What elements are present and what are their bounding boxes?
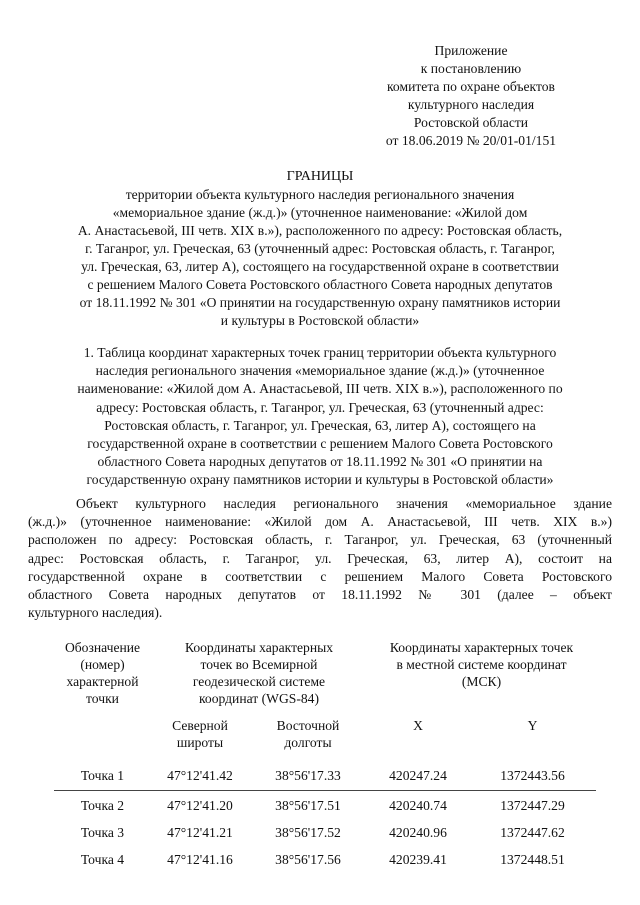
header-text: Северной xyxy=(172,718,228,733)
x-cell: 420240.96 xyxy=(389,825,447,840)
section-heading xyxy=(30,344,610,490)
y-cell: 1372447.29 xyxy=(500,798,565,813)
header-east-longitude xyxy=(249,707,367,763)
section-line: 1. Таблица координат характерных точек границ территории объекта культурного xyxy=(83,345,557,360)
header-text: в местной системе координат xyxy=(396,657,567,672)
header-text: Координаты характерных точек xyxy=(389,640,574,655)
y-cell: 1372447.62 xyxy=(500,825,565,840)
section-line: Ростовская область, г. Таганрог, ул. Греческая, 63, литер А), состоящего на xyxy=(104,417,536,433)
section-line: государственной охране в соответствии с решением Малого Совета Ростовского xyxy=(87,436,553,452)
header-north-latitude xyxy=(151,707,249,763)
appendix-line: к постановлению xyxy=(420,61,522,76)
header-text: точек во Всемирной xyxy=(200,657,318,672)
table-row xyxy=(54,818,596,845)
paragraph-line: Объект культурного наследия регионального значения «мемориальное здание xyxy=(76,496,612,511)
header-text: (номер) xyxy=(80,657,125,672)
table-row xyxy=(54,763,596,791)
header-text: Обозначение xyxy=(64,640,141,655)
appendix-line: от 18.06.2019 № 20/01-01/151 xyxy=(385,133,557,148)
section-line: государственную охрану памятников истории и культуры в Ростовской области» xyxy=(86,472,554,488)
title-line: территории объекта культурного наследия регионального значения xyxy=(125,187,515,202)
section-line: адресу: Ростовская область, г. Таганрог, ул. Греческая, 63 (уточненный адрес: xyxy=(96,399,544,415)
paragraph-line: культурного наследия). xyxy=(28,605,163,621)
point-label: Точка 1 xyxy=(54,763,151,791)
point-label: Точка 4 xyxy=(80,852,125,867)
longitude-cell: 38°56'17.51 xyxy=(275,798,341,813)
document-title xyxy=(30,168,610,330)
header-text: координат (WGS-84) xyxy=(199,691,319,706)
paragraph-line: областного Совета народных депутатов от 18.11.1992 № 301 (далее – объект xyxy=(28,587,612,603)
title-line: г. Таганрог, ул. Греческая, 63 (уточненный адрес: Ростовская область, г. Таганрог, xyxy=(85,241,555,256)
header-text: (МСК) xyxy=(461,674,502,689)
section-line: наследия регионального значения «мемориальное здание (ж.д.)» (уточненное xyxy=(95,363,545,379)
header-wgs84 xyxy=(151,633,367,707)
x-cell: 420239.41 xyxy=(389,852,447,867)
appendix-block xyxy=(356,42,586,150)
appendix-line: Ростовской области xyxy=(413,115,529,130)
paragraph-line: государственной охране в соответствии с решением Малого Совета Ростовского xyxy=(28,568,612,584)
point-label: Точка 3 xyxy=(80,825,125,840)
body-paragraph xyxy=(28,495,612,622)
paragraph-line: расположен по адресу: Ростовская область, г. Таганрог, ул. Греческая, 63 (уточненный xyxy=(28,532,612,548)
header-x: X xyxy=(413,718,423,733)
appendix-line: Приложение xyxy=(434,43,508,58)
header-text: долготы xyxy=(284,735,332,750)
table-row xyxy=(54,845,596,872)
x-cell: 420240.74 xyxy=(389,798,447,813)
paragraph-line: адрес: Ростовская область, г. Таганрог, ул. Греческая, 63, литер А), состоит на xyxy=(28,550,612,566)
latitude-cell: 47°12'41.42 xyxy=(151,763,249,791)
title-line: с решением Малого Совета Ростовского областного Совета народных депутатов xyxy=(87,277,553,292)
title-line: от 18.11.1992 № 301 «О принятии на государственную охрану памятников истории xyxy=(79,295,561,310)
appendix-line: комитета по охране объектов xyxy=(387,79,555,94)
header-text: геодезической системе xyxy=(192,674,326,689)
header-text: Восточной xyxy=(276,718,340,733)
appendix-line: культурного наследия xyxy=(407,97,535,112)
y-cell: 1372443.56 xyxy=(469,763,596,791)
latitude-cell: 47°12'41.16 xyxy=(167,852,233,867)
title-line: «мемориальное здание (ж.д.)» (уточненное наименование: «Жилой дом xyxy=(112,205,528,220)
header-msk xyxy=(367,633,596,707)
title-line: ул. Греческая, 63, литер А), состоящего на государственной охране в соответствии xyxy=(81,259,559,274)
header-y: Y xyxy=(527,718,538,733)
y-cell: 1372448.51 xyxy=(500,852,565,867)
x-cell: 420247.24 xyxy=(367,763,469,791)
header-text: Координаты характерных xyxy=(184,640,334,655)
title-heading: ГРАНИЦЫ xyxy=(286,169,354,184)
longitude-cell: 38°56'17.56 xyxy=(275,852,341,867)
header-text: широты xyxy=(176,735,224,750)
longitude-cell: 38°56'17.33 xyxy=(249,763,367,791)
header-text: точки xyxy=(86,691,119,706)
title-line: и культуры в Ростовской области» xyxy=(220,313,420,328)
latitude-cell: 47°12'41.20 xyxy=(167,798,233,813)
section-line: наименование: «Жилой дом А. Анастасьевой, III четв. XIX в.»), расположенного по xyxy=(77,381,563,397)
header-point-designation xyxy=(54,633,151,763)
coordinates-table xyxy=(54,633,596,872)
section-line: областного Совета народных депутатов от 18.11.1992 № 301 «О принятии на xyxy=(97,454,543,470)
longitude-cell: 38°56'17.52 xyxy=(275,825,341,840)
header-text: характерной xyxy=(66,674,139,689)
table-header-row xyxy=(54,633,596,707)
point-label: Точка 2 xyxy=(80,798,125,813)
latitude-cell: 47°12'41.21 xyxy=(167,825,233,840)
paragraph-line: (ж.д.)» (уточненное наименование: «Жилой дом А. Анастасьевой, III четв. XIX в.») xyxy=(28,514,612,530)
table-row xyxy=(54,791,596,819)
title-line: А. Анастасьевой, III четв. XIX в.»), расположенного по адресу: Ростовская область, xyxy=(77,223,563,238)
